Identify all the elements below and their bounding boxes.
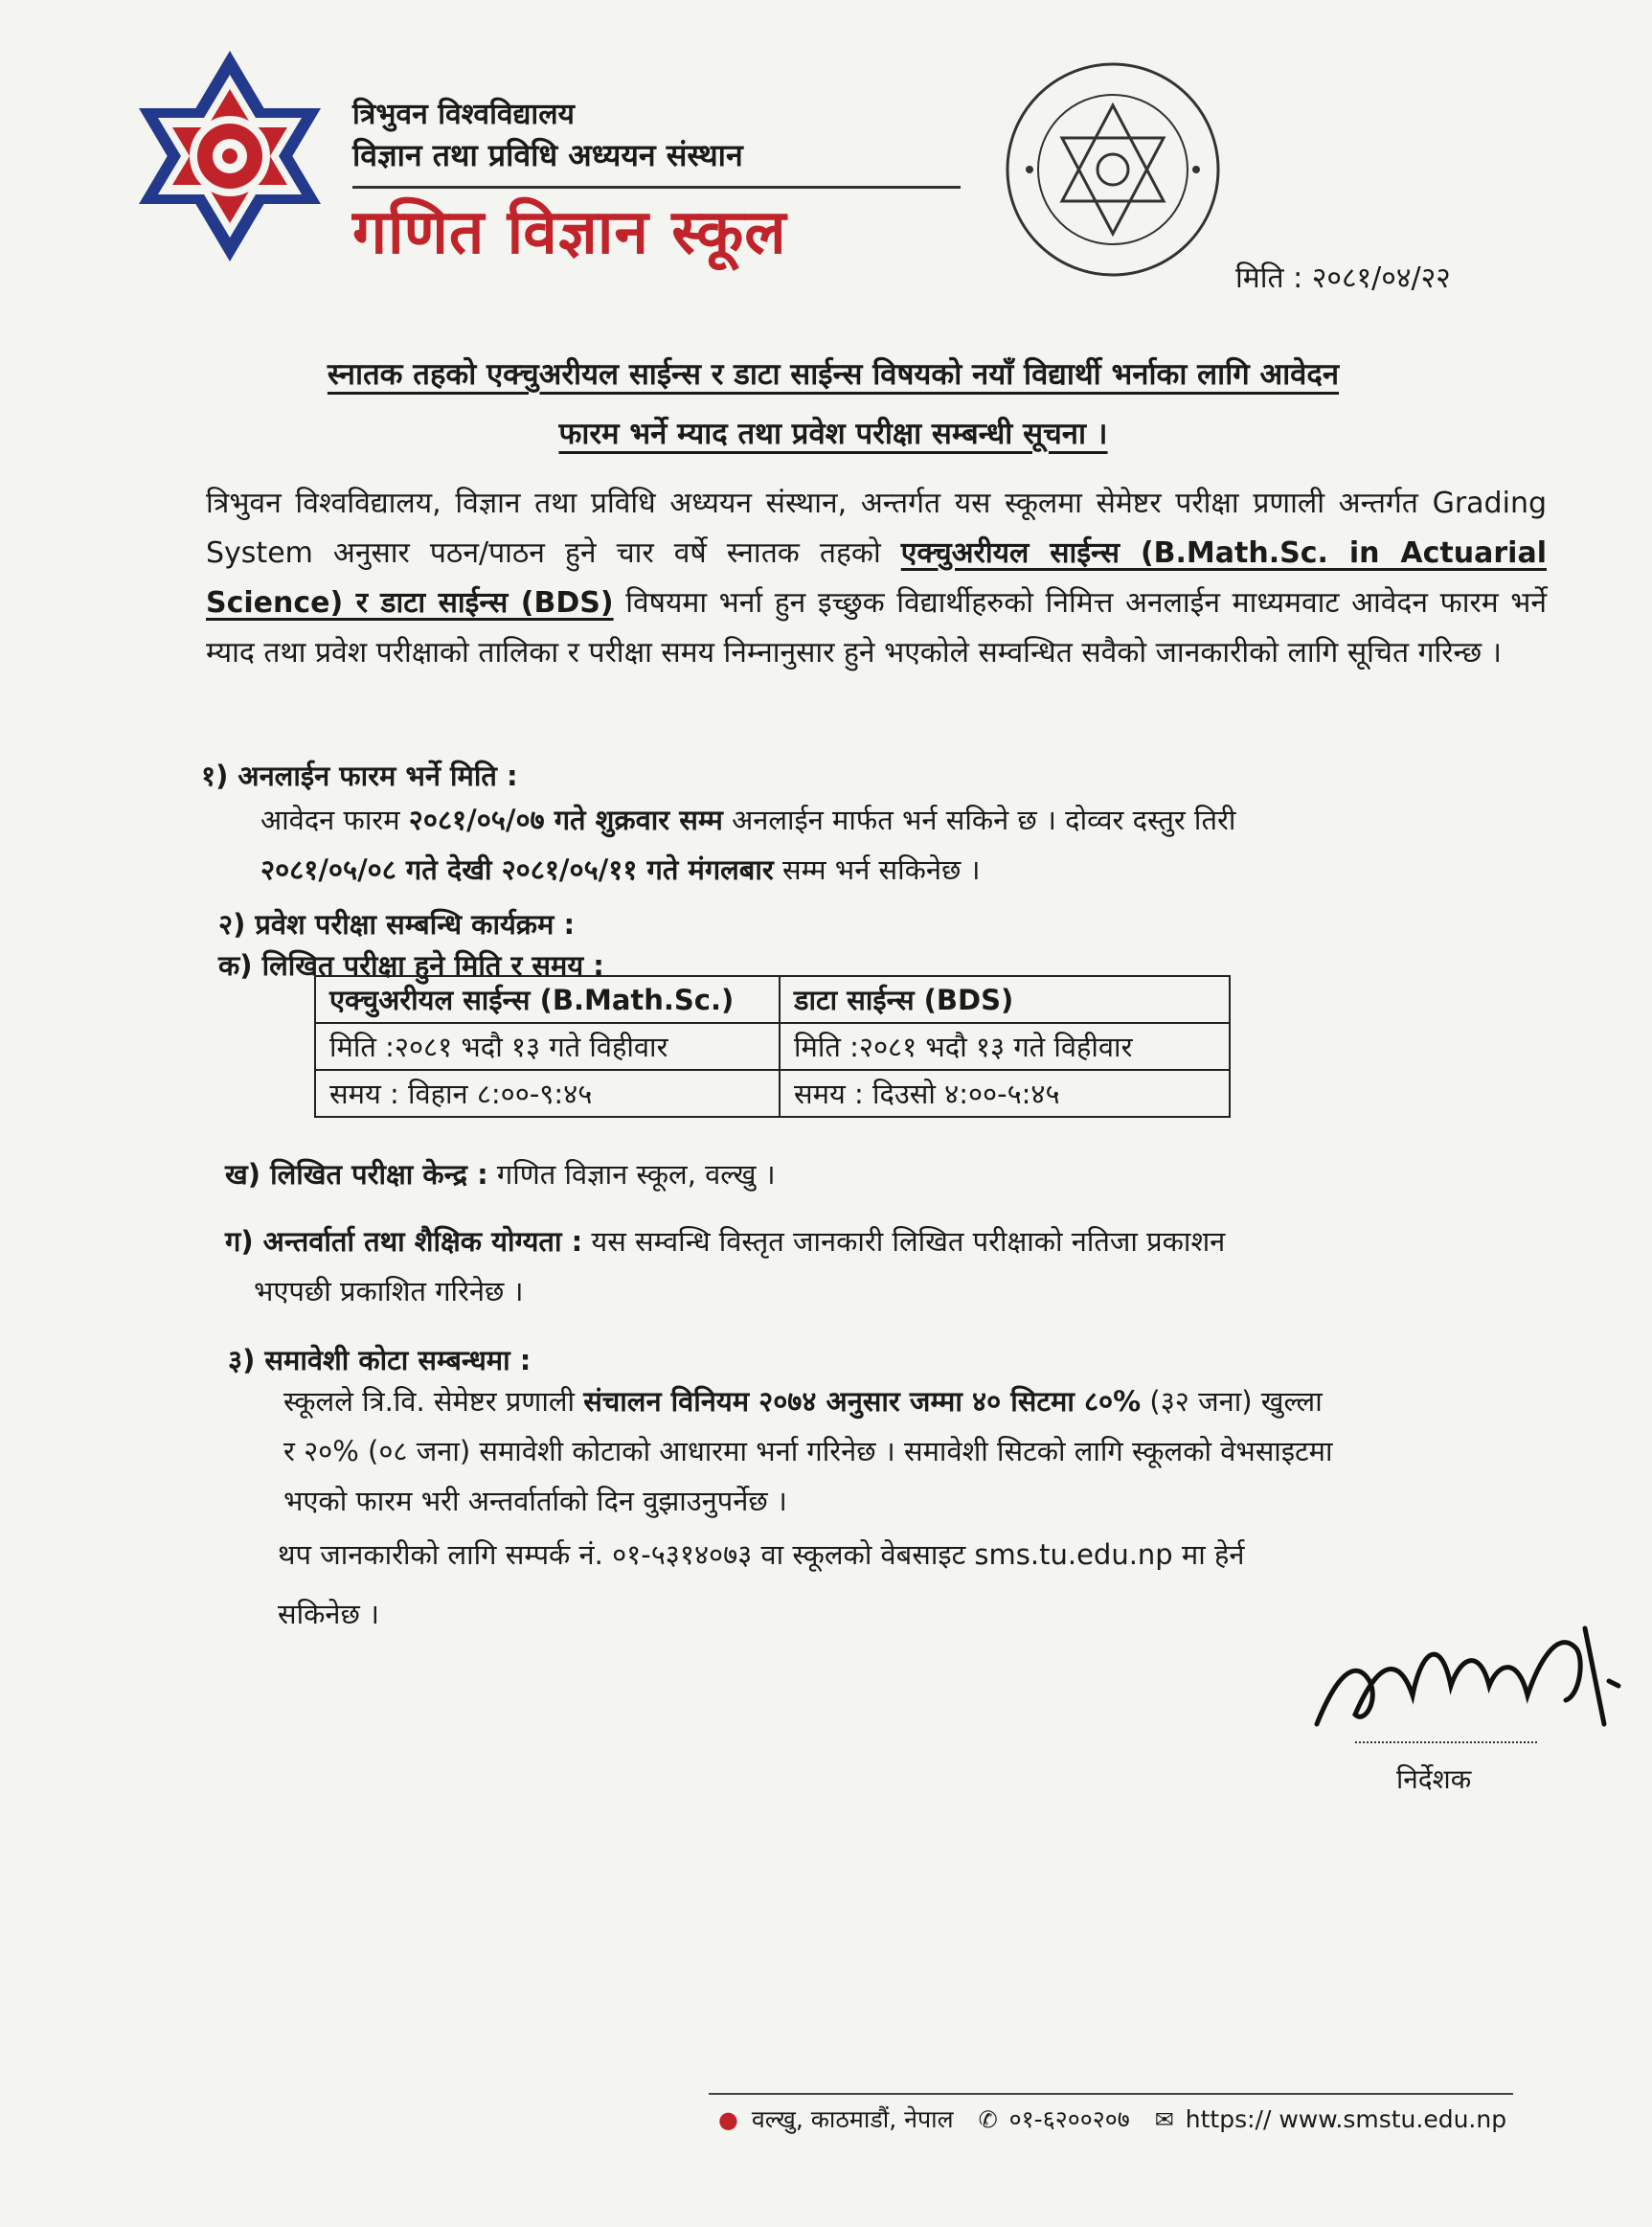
ga-text-2: भएपछी प्रकाशित गरिनेछ । <box>254 1275 524 1307</box>
s1-line1-a: आवेदन फारम <box>260 804 400 836</box>
section-3-body <box>283 1376 1567 1526</box>
s3-line1-c: (३२ जना) खुल्ला <box>1149 1385 1323 1418</box>
table-row <box>315 1070 1230 1117</box>
intro-highlight: एक्चुअरीयल साईन्स (B.Math.Sc. in Actuarial Science) र डाटा साईन्स (BDS) <box>206 536 1547 620</box>
table-cell-bds-time: समय : दिउसो ४:००-५:४५ <box>780 1070 1230 1117</box>
footer-website-text: https:// www.smstu.edu.np <box>1185 2104 1507 2133</box>
kha-text: गणित विज्ञान स्कूल, वल्खु । <box>496 1158 776 1191</box>
section-2-sub-ka: क) लिखित परीक्षा हुने मिति र समय : <box>218 949 604 982</box>
title-line-2: फारम भर्ने म्याद तथा प्रवेश परीक्षा सम्बन्धी सूचना । <box>558 417 1108 451</box>
section-1-body <box>260 795 1534 895</box>
phone-icon: ✆ <box>978 2106 998 2133</box>
table-cell-actuarial-date: मिति :२०८१ भदौ १३ गते विहीवार <box>315 1023 780 1070</box>
table-row <box>315 976 1230 1023</box>
institute-name: विज्ञान तथा प्रविधि अध्ययन संस्थान <box>352 137 743 173</box>
footer-address <box>718 2102 954 2135</box>
notice-date: मिति : २०८१/०४/२२ <box>1235 261 1451 295</box>
s1-line2-a: २०८१/०५/०८ गते देखी २०८१/०५/११ गते मंगलबार <box>260 853 774 886</box>
header-text <box>352 96 965 269</box>
footer <box>718 2102 1506 2135</box>
table-head-actuarial: एक्चुअरीयल साईन्स (B.Math.Sc.) <box>315 976 780 1023</box>
university-name: त्रिभुवन विश्वविद्यालय <box>352 98 575 131</box>
exam-schedule-table <box>314 975 1231 1118</box>
table-head-bds: डाटा साईन्स (BDS) <box>780 976 1230 1023</box>
table-cell-actuarial-time: समय : विहान ८:००-९:४५ <box>315 1070 780 1117</box>
intro-paragraph <box>206 479 1547 678</box>
footer-phone <box>979 2102 1130 2135</box>
title-line-1: स्नातक तहको एक्चुअरीयल साईन्स र डाटा साईन्स विषयको नयाँ विद्यार्थी भर्नाका लागि आवेदन <box>327 357 1340 392</box>
intro-text-1: त्रिभुवन विश्वविद्यालय, विज्ञान तथा प्रविधि अध्ययन संस्थान, अन्तर्गत यस स्कूलमा सेमेष्टर परीक्षा प्रणाली अन्तर्गत Grading System अनुसार पठन/पाठन हुने चार वर्षे स्नातक तहको <box>206 487 1547 570</box>
s3-line1-a: स्कूलले त्रि.वि. सेमेष्टर प्रणाली <box>283 1385 576 1418</box>
signatory-title: निर्देशक <box>1396 1763 1472 1795</box>
envelope-icon: ✉ <box>1154 2105 1174 2133</box>
ga-label: ग) अन्तर्वार्ता तथा शैक्षिक योग्यता : <box>225 1225 583 1258</box>
footer-website <box>1155 2105 1506 2133</box>
section-1-heading: १) अनलाईन फारम भर्ने मिति : <box>201 760 518 792</box>
university-logo <box>134 46 326 266</box>
section-2-kha <box>225 1149 776 1199</box>
official-seal-stamp <box>1001 57 1226 283</box>
director-signature <box>1298 1590 1642 1762</box>
contact-line-1: थप जानकारीको लागि सम्पर्क नं. ०१-५३१४०७३ वा स्कूलको वेबसाइट sms.tu.edu.np मा हेर्न <box>278 1538 1245 1571</box>
s1-line1-b: २०८१/०५/०७ गते शुक्रवार सम्म <box>408 804 723 836</box>
s1-line1-c: अनलाईन मार्फत भर्न सकिने छ । दोव्वर दस्तुर तिरी <box>732 804 1236 836</box>
section-2-ga <box>225 1216 1508 1316</box>
signature-line <box>1355 1741 1537 1743</box>
kha-label: ख) लिखित परीक्षा केन्द्र : <box>225 1158 488 1191</box>
s3-line2: र २०% (०८ जना) समावेशी कोटाको आधारमा भर्ना गरिनेछ । समावेशी सिटको लागि स्कूलको वेभसाइटमा <box>283 1435 1333 1467</box>
contact-line-2: सकिनेछ । <box>278 1598 380 1630</box>
section-3-heading: ३) समावेशी कोटा सम्बन्धमा : <box>228 1344 532 1376</box>
footer-divider <box>709 2093 1513 2095</box>
section-2-heading: २) प्रवेश परीक्षा सम्बन्धि कार्यक्रम : <box>218 908 576 941</box>
intro-text-2: विषयमा भर्ना हुन इच्छुक विद्यार्थीहरुको निमित्त अनलाईन माध्यमवाट आवेदन फारम भर्ने म्याद तथा प्रवेश परीक्षाको तालिका र परीक्षा समय निम्नानुसार हुने भएकोले सम्वन्धित सवैको जानकारीको लागि सूचित गरिन्छ । <box>206 586 1547 670</box>
location-pin-icon: ● <box>718 2106 738 2133</box>
notice-title <box>192 345 1475 464</box>
s3-line1-b: संचालन विनियम २०७४ अनुसार जम्मा ४० सिटमा ८०% <box>583 1385 1142 1418</box>
s3-line3: भएको फारम भरी अन्तर्वार्ताको दिन वुझाउनुपर्नेछ । <box>283 1485 787 1517</box>
footer-phone-text: ०१-६२००२०७ <box>1008 2105 1130 2133</box>
table-cell-bds-date: मिति :२०८१ भदौ १३ गते विहीवार <box>780 1023 1230 1070</box>
header-divider <box>352 186 961 189</box>
s1-line2-b: सम्म भर्न सकिनेछ । <box>781 853 981 886</box>
school-name: गणित विज्ञान स्कूल <box>352 197 787 268</box>
footer-address-text: वल्खु, काठमाडौं, नेपाल <box>751 2105 954 2133</box>
ga-text-1: यस सम्वन्धि विस्तृत जानकारी लिखित परीक्षाको नतिजा प्रकाशन <box>591 1225 1226 1258</box>
table-row <box>315 1023 1230 1070</box>
